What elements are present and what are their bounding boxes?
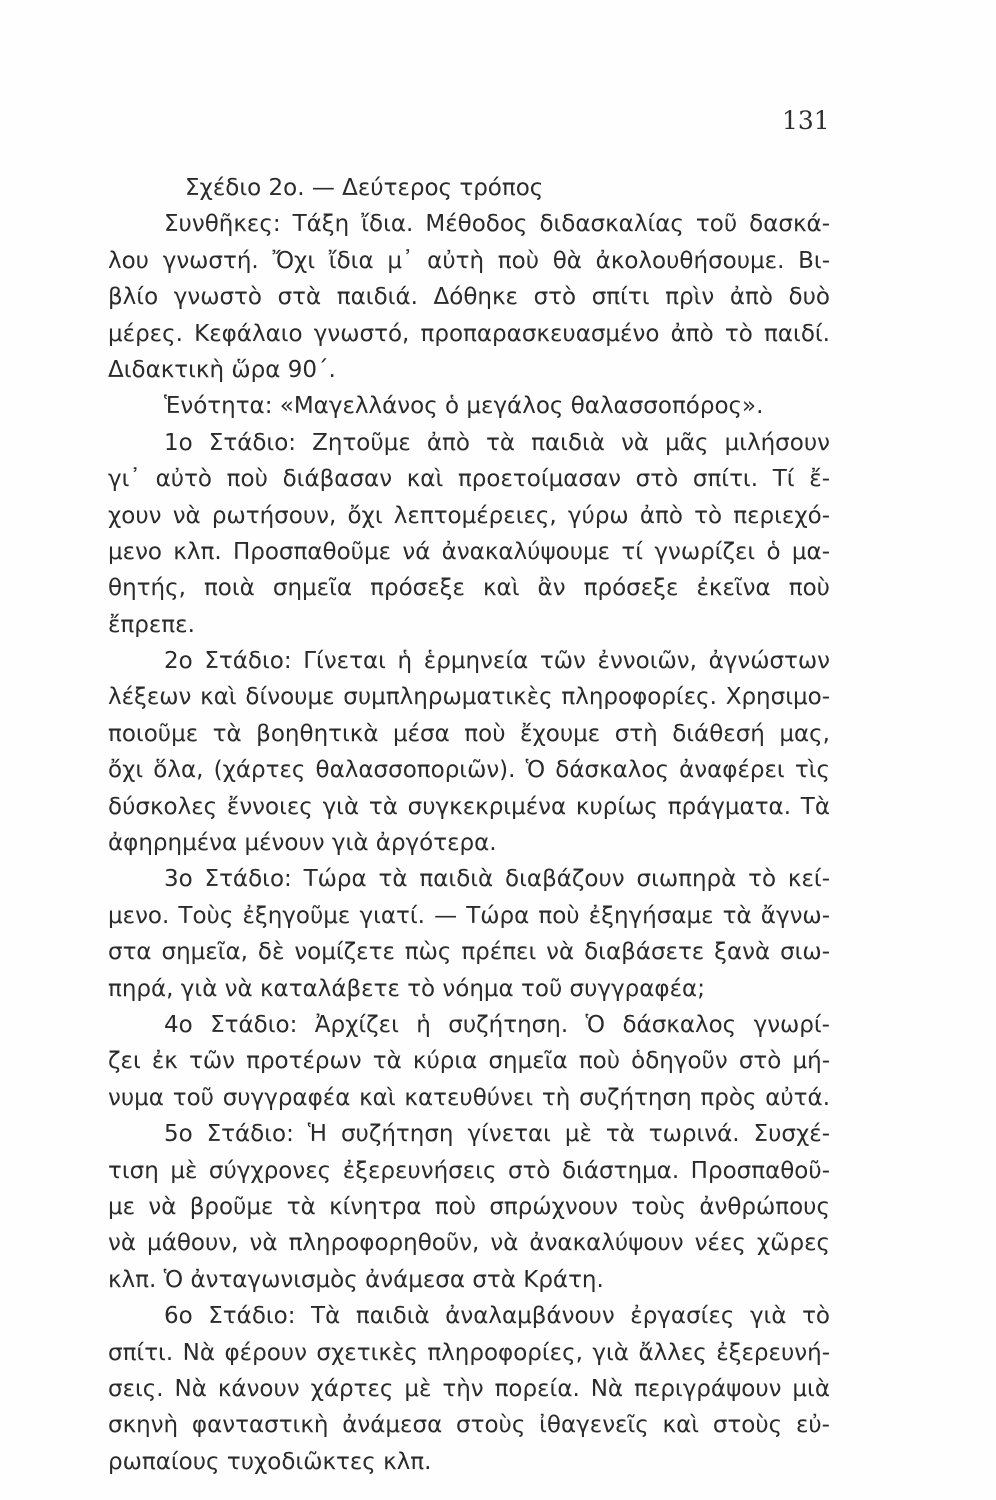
text-line: σεις. Νὰ κάνουν χάρτες μὲ τὴν πορεία. Νὰ περιγράψουν μιὰ bbox=[108, 1375, 830, 1402]
text-line: Ἑνότητα: «Μαγελλάνος ὁ μεγάλος θαλασσοπόρος». bbox=[164, 393, 764, 420]
body-text bbox=[108, 170, 830, 1480]
text-line: ἔπρεπε. bbox=[108, 611, 195, 638]
text-line: 1ο Στάδιο: Ζητοῦμε ἀπὸ τὰ παιδιὰ νὰ μᾶς μιλήσουν bbox=[164, 429, 830, 456]
text-line: μενο κλπ. Προσπαθοῦμε νά ἀνακαλύψουμε τί γνωρίζει ὁ μα- bbox=[108, 538, 830, 565]
text-line: Διδακτικὴ ὥρα 90΄. bbox=[108, 356, 336, 383]
text-line: θητής, ποιὰ σημεῖα πρόσεξε καὶ ἂν πρόσεξε ἐκεῖνα ποὺ bbox=[108, 575, 830, 602]
text-line: στα σημεῖα, δὲ νομίζετε πὼς πρέπει νὰ διαβάσετε ξανὰ σιω- bbox=[108, 939, 830, 966]
text-line: λέξεων καὶ δίνουμε συμπληρωματικὲς πληροφορίες. Χρησιμο- bbox=[108, 684, 830, 711]
text-line: κλπ. Ὁ ἀνταγωνισμὸς ἀνάμεσα στὰ Κράτη. bbox=[108, 1266, 604, 1293]
text-line: νυμα τοῦ συγγραφέα καὶ κατευθύνει τὴ συζήτηση πρὸς αὐτά. bbox=[108, 1084, 830, 1111]
text-line: λου γνωστή. Ὄχι ἴδια μ᾽ αὐτὴ ποὺ θὰ ἀκολουθήσουμε. Βι- bbox=[108, 247, 830, 274]
section-title: Σχέδιο 2ο. — Δεύτερος τρόπος bbox=[185, 175, 544, 201]
text-line: γι᾽ αὐτὸ ποὺ διάβασαν καὶ προετοίμασαν στὸ σπίτι. Τί ἔ- bbox=[108, 466, 830, 493]
page-number: 131 bbox=[782, 106, 830, 135]
text-line: 4ο Στάδιο: Ἀρχίζει ἡ συζήτηση. Ὁ δάσκαλος γνωρί- bbox=[164, 1011, 830, 1038]
text-line: πηρά, γιὰ νὰ καταλάβετε τὸ νόημα τοῦ συγγραφέα; bbox=[108, 975, 705, 1002]
text-line: ποιοῦμε τὰ βοηθητικὰ μέσα ποὺ ἔχουμε στὴ διάθεσή μας, bbox=[108, 720, 830, 747]
text-line: ὄχι ὅλα, (χάρτες θαλασσοποριῶν). Ὁ δάσκαλος ἀναφέρει τὶς bbox=[108, 757, 830, 784]
text-line: τιση μὲ σύγχρονες ἐξερευνήσεις στὸ διάστημα. Προσπαθοῦ- bbox=[108, 1157, 830, 1184]
text-line: μενο. Τοὺς ἐξηγοῦμε γιατί. — Τώρα ποὺ ἐξηγήσαμε τὰ ἄγνω- bbox=[108, 902, 830, 929]
text-line: χουν νὰ ρωτήσουν, ὄχι λεπτομέρειες, γύρω ἀπὸ τὸ περιεχό- bbox=[108, 502, 830, 529]
text-line: Συνθῆκες: Τάξη ἴδια. Μέθοδος διδασκαλίας τοῦ δασκά- bbox=[164, 211, 830, 238]
text-line: 2ο Στάδιο: Γίνεται ἡ ἑρμηνεία τῶν ἐννοιῶν, ἀγνώστων bbox=[164, 648, 830, 675]
text-line: νὰ μάθουν, νὰ πληροφορηθοῦν, νὰ ἀνακαλύψουν νέες χῶρες bbox=[108, 1230, 830, 1257]
text-line: μέρες. Κεφάλαιο γνωστό, προπαρασκευασμένο ἀπὸ τὸ παιδί. bbox=[108, 320, 830, 347]
text-line: ἀφηρημένα μένουν γιὰ ἀργότερα. bbox=[108, 830, 497, 857]
text-line: σκηνὴ φανταστικὴ ἀνάμεσα στοὺς ἰθαγενεῖς καὶ στοὺς εὐ- bbox=[108, 1412, 830, 1439]
text-line: ζει ἐκ τῶν προτέρων τὰ κύρια σημεῖα ποὺ ὁδηγοῦν στὸ μή- bbox=[108, 1048, 830, 1075]
text-line: δύσκολες ἔννοιες γιὰ τὰ συγκεκριμένα κυρίως πράγματα. Τὰ bbox=[108, 793, 830, 820]
text-line: ρωπαίους τυχοδιῶκτες κλπ. bbox=[108, 1448, 432, 1475]
text-line: 6ο Στάδιο: Τὰ παιδιὰ ἀναλαμβάνουν ἐργασίες γιὰ τὸ bbox=[164, 1303, 830, 1330]
text-line: με νὰ βροῦμε τὰ κίνητρα ποὺ σπρώχνουν τοὺς ἀνθρώπους bbox=[108, 1193, 830, 1220]
text-line: 5ο Στάδιο: Ἡ συζήτηση γίνεται μὲ τὰ τωρινά. Συσχέ- bbox=[164, 1121, 830, 1148]
text-line: 3ο Στάδιο: Τώρα τὰ παιδιὰ διαβάζουν σιωπηρὰ τὸ κεί- bbox=[164, 866, 830, 893]
text-line: σπίτι. Νὰ φέρουν σχετικὲς πληροφορίες, γιὰ ἄλλες ἐξερευνή- bbox=[108, 1339, 830, 1366]
text-line: βλίο γνωστὸ στὰ παιδιά. Δόθηκε στὸ σπίτι πρὶν ἀπὸ δυὸ bbox=[108, 284, 830, 311]
